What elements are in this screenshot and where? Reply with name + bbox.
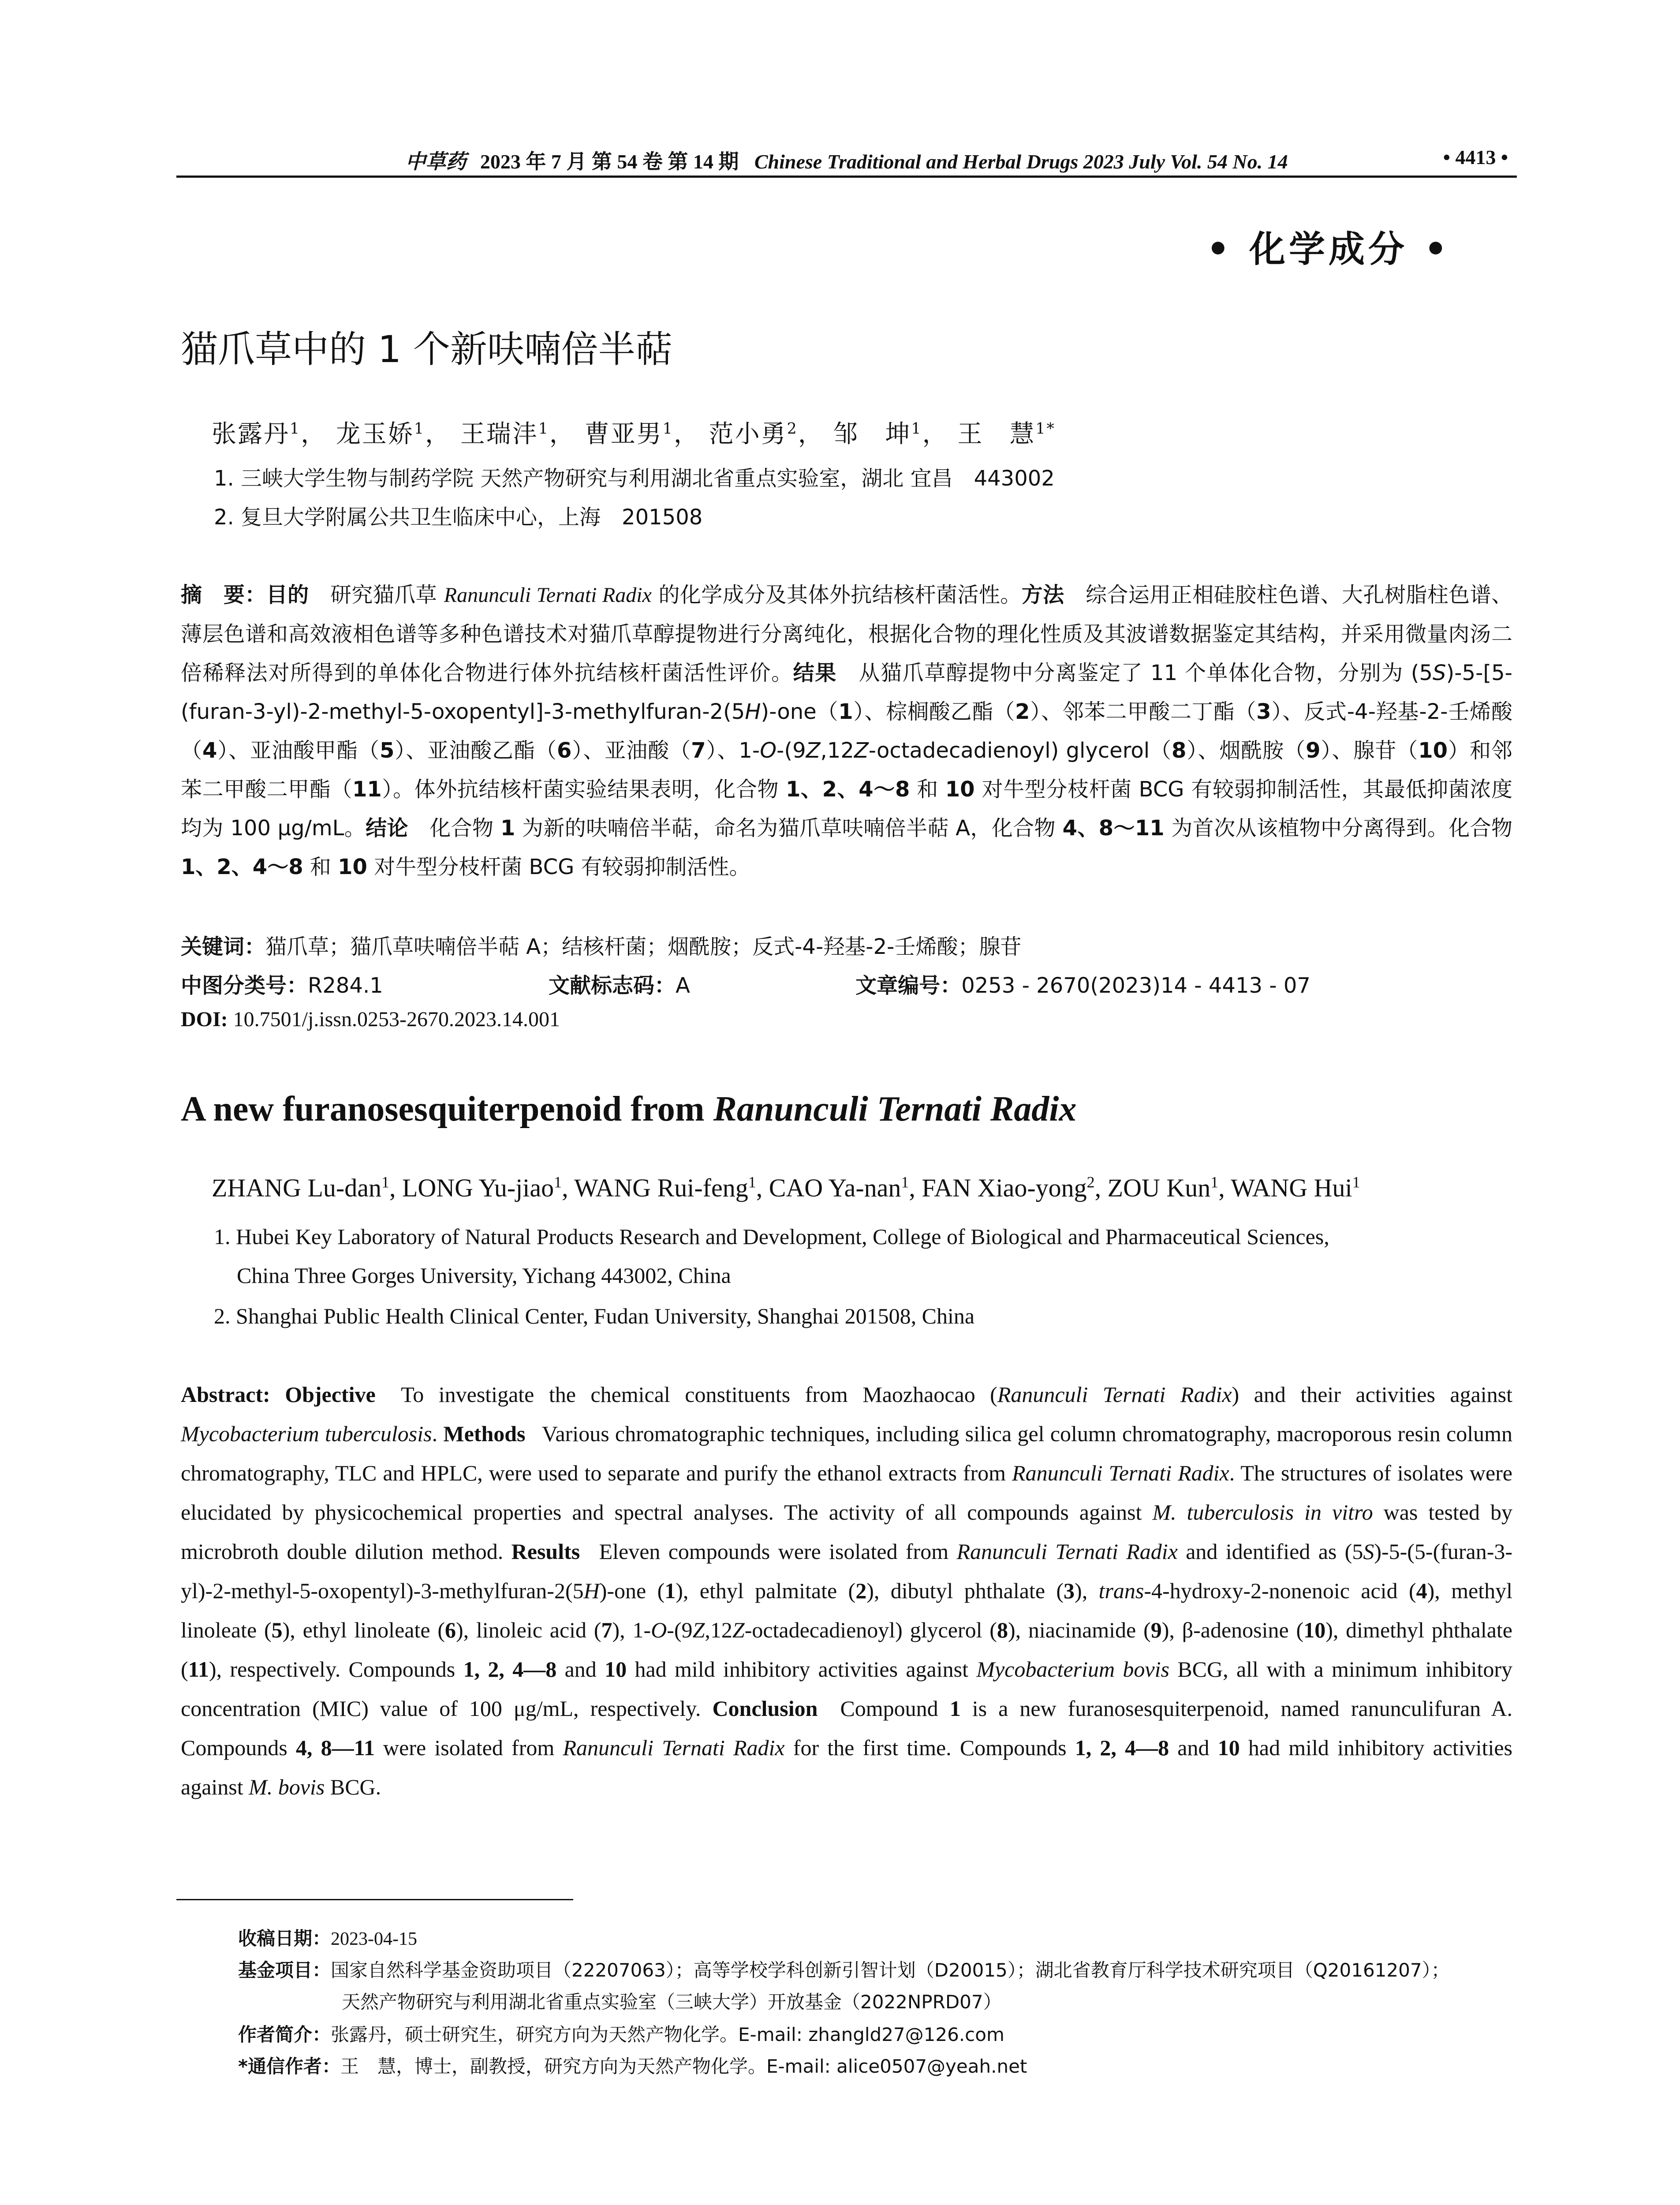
author-cn: 王瑞沣$^1$， [460,420,575,448]
author-cn: 龙玉娇$^1$， [336,420,451,448]
journal-name-en: Chinese Traditional and Herbal Drugs 2023 July Vol. 54 No. 14 [754,150,1288,173]
author-cn: 王 慧$^{1*}$ [957,420,1056,448]
article-code: 文章编号：0253 - 2670(2023)14 - 4413 - 07 [855,973,1310,998]
abstract-cn: 摘 要：目的 研究猫爪草 Ranunculi Ternati Radix 的化学成分及其体外抗结核杆菌活性。方法 综合运用正相硅胶柱色谱、大孔树脂柱色谱、薄层色谱和高效液相色谱等多种色谱技术对猫爪草醇提物进行分离纯化，根据化合物的理化性质及其波谱数据鉴定其结构，并采用微量肉汤二倍稀释法对所得到的单体化合物进行体外抗结核杆菌活性评价。结果 从猫爪草醇提物中分离鉴定了 11 个单体化合物，分别为 (5S)-5-[5-(furan-3-yl)-2-methyl-5-oxopentyl]-3-methylfuran-2(5H)-one（1）、棕榈酸乙酯（2）、邻苯二甲酸二丁酯（3）、反式-4-羟基-2-壬烯酸（4）、亚油酸甲酯（5）、亚油酸乙酯（6）、亚油酸（7）、1-O-(9Z,12Z-octadecadienoyl) glycerol（8）、烟酰胺（9）、腺苷（10）和邻苯二甲酸二甲酯（11）。体外抗结核杆菌实验结果表明，化合物 1、2、4～8 和 10 对牛型分枝杆菌 BCG 有较弱抑制活性，其最低抑菌浓度均为 100 μg/mL。结论 化合物 1 为新的呋喃倍半萜，命名为猫爪草呋喃倍半萜 A，化合物 4、8～11 为首次从该植物中分离得到。化合物 1、2、4～8 和 10 对牛型分枝杆菌 BCG 有较弱抑制活性。 [181,583,1512,879]
title-en: A new furanosesquiterpenoid from Ranunculi Ternati Radix [181,1090,1077,1129]
author-cn: 范小勇$^2$， [709,420,824,448]
authors-en [212,1173,1360,1203]
doi-line: DOI: 10.7501/j.issn.0253-2670.2023.14.001 [181,1008,560,1031]
header-rule [176,176,1517,178]
doc-code: 文献标志码：A [549,973,690,998]
author-en: WANG Rui-feng$^1$, [574,1173,769,1202]
page-number: • 4413 • [1443,146,1508,168]
title-cn: 猫爪草中的 1 个新呋喃倍半萜 [181,328,672,371]
affiliation-cn-1: 1. 三峡大学生物与制药学院 天然产物研究与利用湖北省重点实验室，湖北 宜昌 443002 [214,466,1055,491]
authors-cn [212,415,1056,450]
keywords-cn: 关键词：猫爪草；猫爪草呋喃倍半萜 A；结核杆菌；烟酰胺；反式-4-羟基-2-壬烯酸；腺苷 [181,934,1022,959]
footnote-author-bio: 作者简介：张露丹，硕士研究生，研究方向为天然产物化学。E-mail: zhangld27@126.com [238,2024,1004,2045]
section-tag: • 化学成分 • [1206,228,1451,270]
affiliation-en-1: 1. Hubei Key Laboratory of Natural Products Research and Development, College of Biological and Pharmaceutical Sciences, China Three Gorges University, Yichang 443002, China [214,1224,1329,1288]
issue-cn: 2023 年 7 月 第 54 卷 第 14 期 [480,150,739,173]
author-en: ZOU Kun$^1$, [1107,1173,1231,1202]
footnote-corresponding: *通信作者：王 慧，博士，副教授，研究方向为天然产物化学。E-mail: alice0507@yeah.net [238,2056,1027,2077]
footnote-received: 收稿日期：2023-04-15 [238,1928,417,1949]
footnote-rule [176,1899,573,1900]
clc-code: 中图分类号：R284.1 [181,973,383,998]
doi-link[interactable]: 10.7501/j.issn.0253-2670.2023.14.001 [233,1008,560,1031]
author-en: WANG Hui$^1$ [1231,1173,1360,1202]
affiliation-cn-2: 2. 复旦大学附属公共卫生临床中心，上海 201508 [214,505,703,530]
author-en: FAN Xiao-yong$^2$, [922,1173,1108,1202]
author-en: ZHANG Lu-dan$^1$, [212,1173,402,1202]
journal-logo: 中草药 [405,149,467,173]
header-issue-line [176,146,1517,175]
author-cn: 曹亚男$^1$， [584,420,700,448]
footnote-funding: 基金项目：国家自然科学基金资助项目（22207063）；高等学校学科创新引智计划（D20015）；湖北省教育厅科学技术研究项目（Q20161207）； 天然产物研究与利用湖北省重点实验室（三峡大学）开放基金（2022NPRD07） [238,1959,1450,2013]
author-en: CAO Ya-nan$^1$, [769,1173,922,1202]
classification-line [181,968,1512,999]
author-cn: 邹 坤$^1$， [833,420,948,448]
affiliation-en-2: 2. Shanghai Public Health Clinical Center, Fudan University, Shanghai 201508, China [214,1304,975,1328]
author-cn: 张露丹$^1$， [212,420,327,448]
author-en: LONG Yu-jiao$^1$, [402,1173,575,1202]
running-header [176,140,1517,176]
abstract-en: Abstract: Objective To investigate the chemical constituents from Maozhaocao (Ranunculi Ternati Radix) and their activities against Mycobacterium tuberculosis. Methods Various chromatographic techniques, including silica gel column chromatography, macroporous resin column chromatography, TLC and HPLC, were used to separate and purify the ethanol extracts from Ranunculi Ternati Radix. The structures of isolates were elucidated by physicochemical properties and spectral analyses. The activity of all compounds against M. tuberculosis in vitro was tested by microbroth double dilution method. Results Eleven compounds were isolated from Ranunculi Ternati Radix and identified as (5S)-5-(5-(furan-3-yl)-2-methyl-5-oxopentyl)-3-methylfuran-2(5H)-one (1), ethyl palmitate (2), dibutyl phthalate (3), trans-4-hydroxy-2-nonenoic acid (4), methyl linoleate (5), ethyl linoleate (6), linoleic acid (7), 1-O-(9Z,12Z-octadecadienoyl) glycerol (8), niacinamide (9), β-adenosine (10), dimethyl phthalate (11), respectively. Compounds 1, 2, 4—8 and 10 had mild inhibitory activities against Mycobacterium bovis BCG, all with a minimum inhibitory concentration (MIC) value of 100 μg/mL, respectively. Conclusion Compound 1 is a new furanosesquiterpenoid, named ranunculifuran A. Compounds 4, 8—11 were isolated from Ranunculi Ternati Radix for the first time. Compounds 1, 2, 4—8 and 10 had mild inhibitory activities against M. bovis BCG. [181,1382,1513,1799]
